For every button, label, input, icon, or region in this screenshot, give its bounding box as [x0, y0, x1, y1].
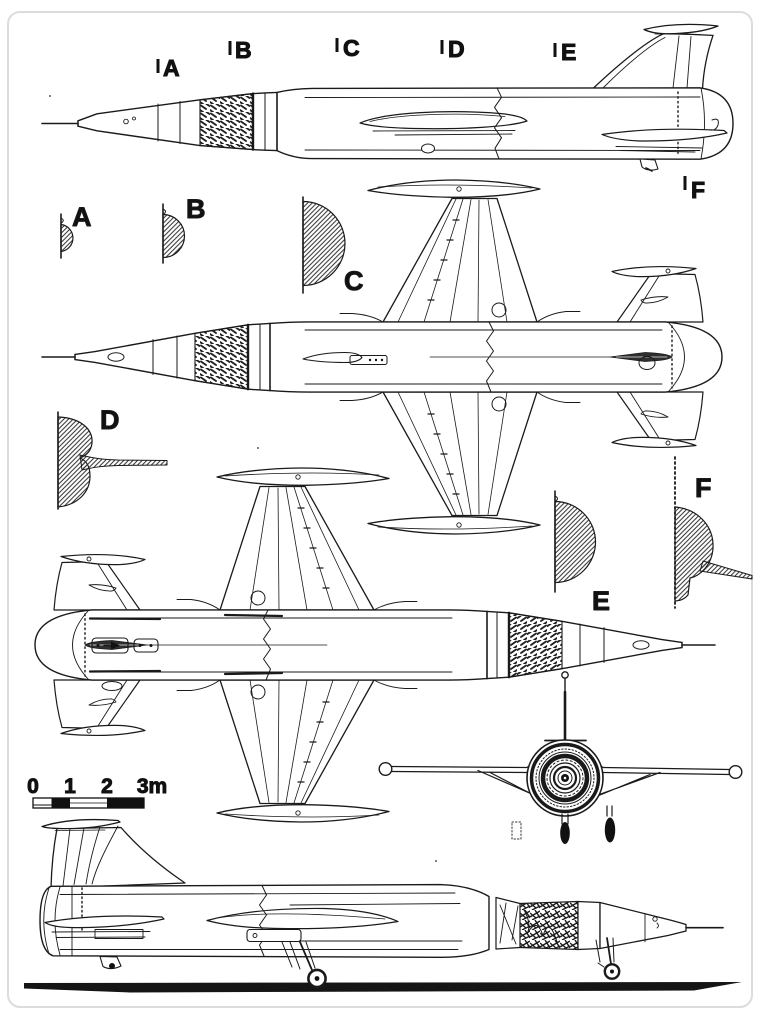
cross-section-f — [675, 457, 752, 608]
cross-section-label-c: C — [344, 266, 364, 296]
cross-section-c — [303, 197, 345, 293]
cross-section-label-d: D — [100, 405, 120, 435]
front-view — [379, 672, 742, 844]
cross-section-label-e: E — [592, 586, 611, 616]
cross-section-b — [163, 204, 185, 263]
cross-section-label-a: A — [72, 202, 92, 232]
station-marker-d: D — [448, 36, 465, 62]
scale-tick-1: 1 — [64, 775, 76, 798]
station-marker-a: A — [163, 55, 180, 81]
scale-tick-3m: 3m — [136, 775, 168, 798]
underside-plan-view — [35, 468, 715, 822]
cross-section-label-f: F — [695, 473, 712, 503]
cross-section-label-b: B — [186, 194, 206, 224]
station-marker-b: B — [235, 37, 252, 63]
scale-bar — [27, 775, 167, 808]
scale-tick-0: 0 — [27, 775, 39, 798]
station-marker-f: F — [691, 177, 706, 203]
scale-tick-2: 2 — [101, 775, 113, 798]
side-profile-view — [42, 24, 733, 171]
top-plan-view — [42, 180, 722, 534]
station-marker-c: C — [343, 35, 360, 61]
ground-line — [24, 982, 742, 993]
cross-section-e — [555, 491, 596, 592]
station-marker-e: E — [561, 39, 577, 65]
ground-side-view — [40, 820, 723, 969]
